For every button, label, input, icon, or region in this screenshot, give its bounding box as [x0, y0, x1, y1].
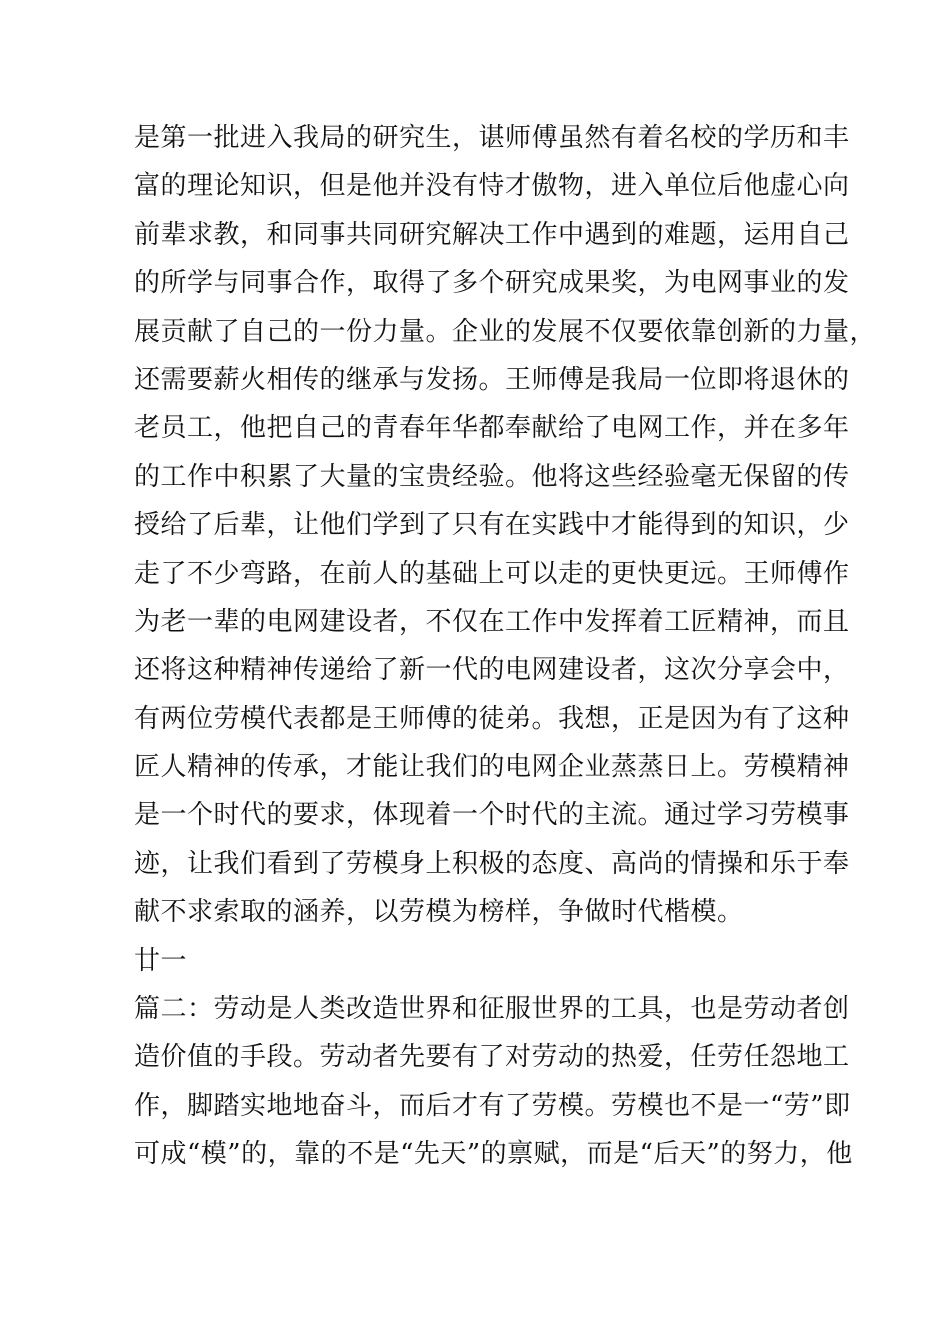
text-line: 走了不少弯路，在前人的基础上可以走的更快更远。王师傅作: [134, 558, 850, 589]
text-line: 迹，让我们看到了劳模身上积极的态度、高尚的情操和乐于奉: [134, 848, 850, 879]
text-line: 是一个时代的要求，体现着一个时代的主流。通过学习劳模事: [134, 800, 850, 831]
text-line: 是第一批进入我局的研究生，谌师傅虽然有着名校的学历和丰: [134, 123, 850, 153]
text-line: 为老一辈的电网建设者，不仅在工作中发挥着工匠精神，而且: [134, 606, 850, 637]
section-marker: 廿一: [134, 945, 188, 976]
body-text: [134, 114, 877, 1179]
text-line: 献不求索取的涵养，以劳模为榜样，争做时代楷模。: [134, 897, 744, 928]
text-line: 作，脚踏实地地奋斗，而后才有了劳模。劳模也不是一“劳”即: [134, 1090, 851, 1121]
text-line: 展贡献了自己的一份力量。企业的发展不仅要依靠创新的力量，: [134, 316, 877, 347]
text-line: 授给了后辈，让他们学到了只有在实践中才能得到的知识，少: [134, 510, 850, 541]
text-line: 有两位劳模代表都是王师傅的徒弟。我想，正是因为有了这种: [134, 703, 850, 734]
text-line: 的工作中积累了大量的宝贵经验。他将这些经验毫无保留的传: [134, 461, 850, 492]
text-line: 还需要薪火相传的继承与发扬。王师傅是我局一位即将退休的: [134, 364, 850, 395]
text-line: 匠人精神的传承，才能让我们的电网企业蒸蒸日上。劳模精神: [134, 752, 850, 783]
text-line: 的所学与同事合作，取得了多个研究成果奖，为电网事业的发: [134, 268, 850, 299]
text-line: 可成“模”的，靠的不是“先天”的禀赋，而是“后天”的努力，他: [134, 1139, 853, 1170]
text-line: 老员工，他把自己的青春年华都奉献给了电网工作，并在多年: [134, 413, 850, 444]
text-line: 造价值的手段。劳动者先要有了对劳动的热爱，任劳任怨地工: [134, 1042, 850, 1073]
text-line: 还将这种精神传递给了新一代的电网建设者，这次分享会中，: [134, 655, 850, 686]
text-line: 富的理论知识，但是他并没有恃才傲物，进入单位后他虚心向: [134, 171, 850, 202]
section-heading-line: 篇二：劳动是人类改造世界和征服世界的工具，也是劳动者创: [134, 994, 850, 1025]
text-line: 前辈求教，和同事共同研究解决工作中遇到的难题，运用自己: [134, 219, 850, 250]
